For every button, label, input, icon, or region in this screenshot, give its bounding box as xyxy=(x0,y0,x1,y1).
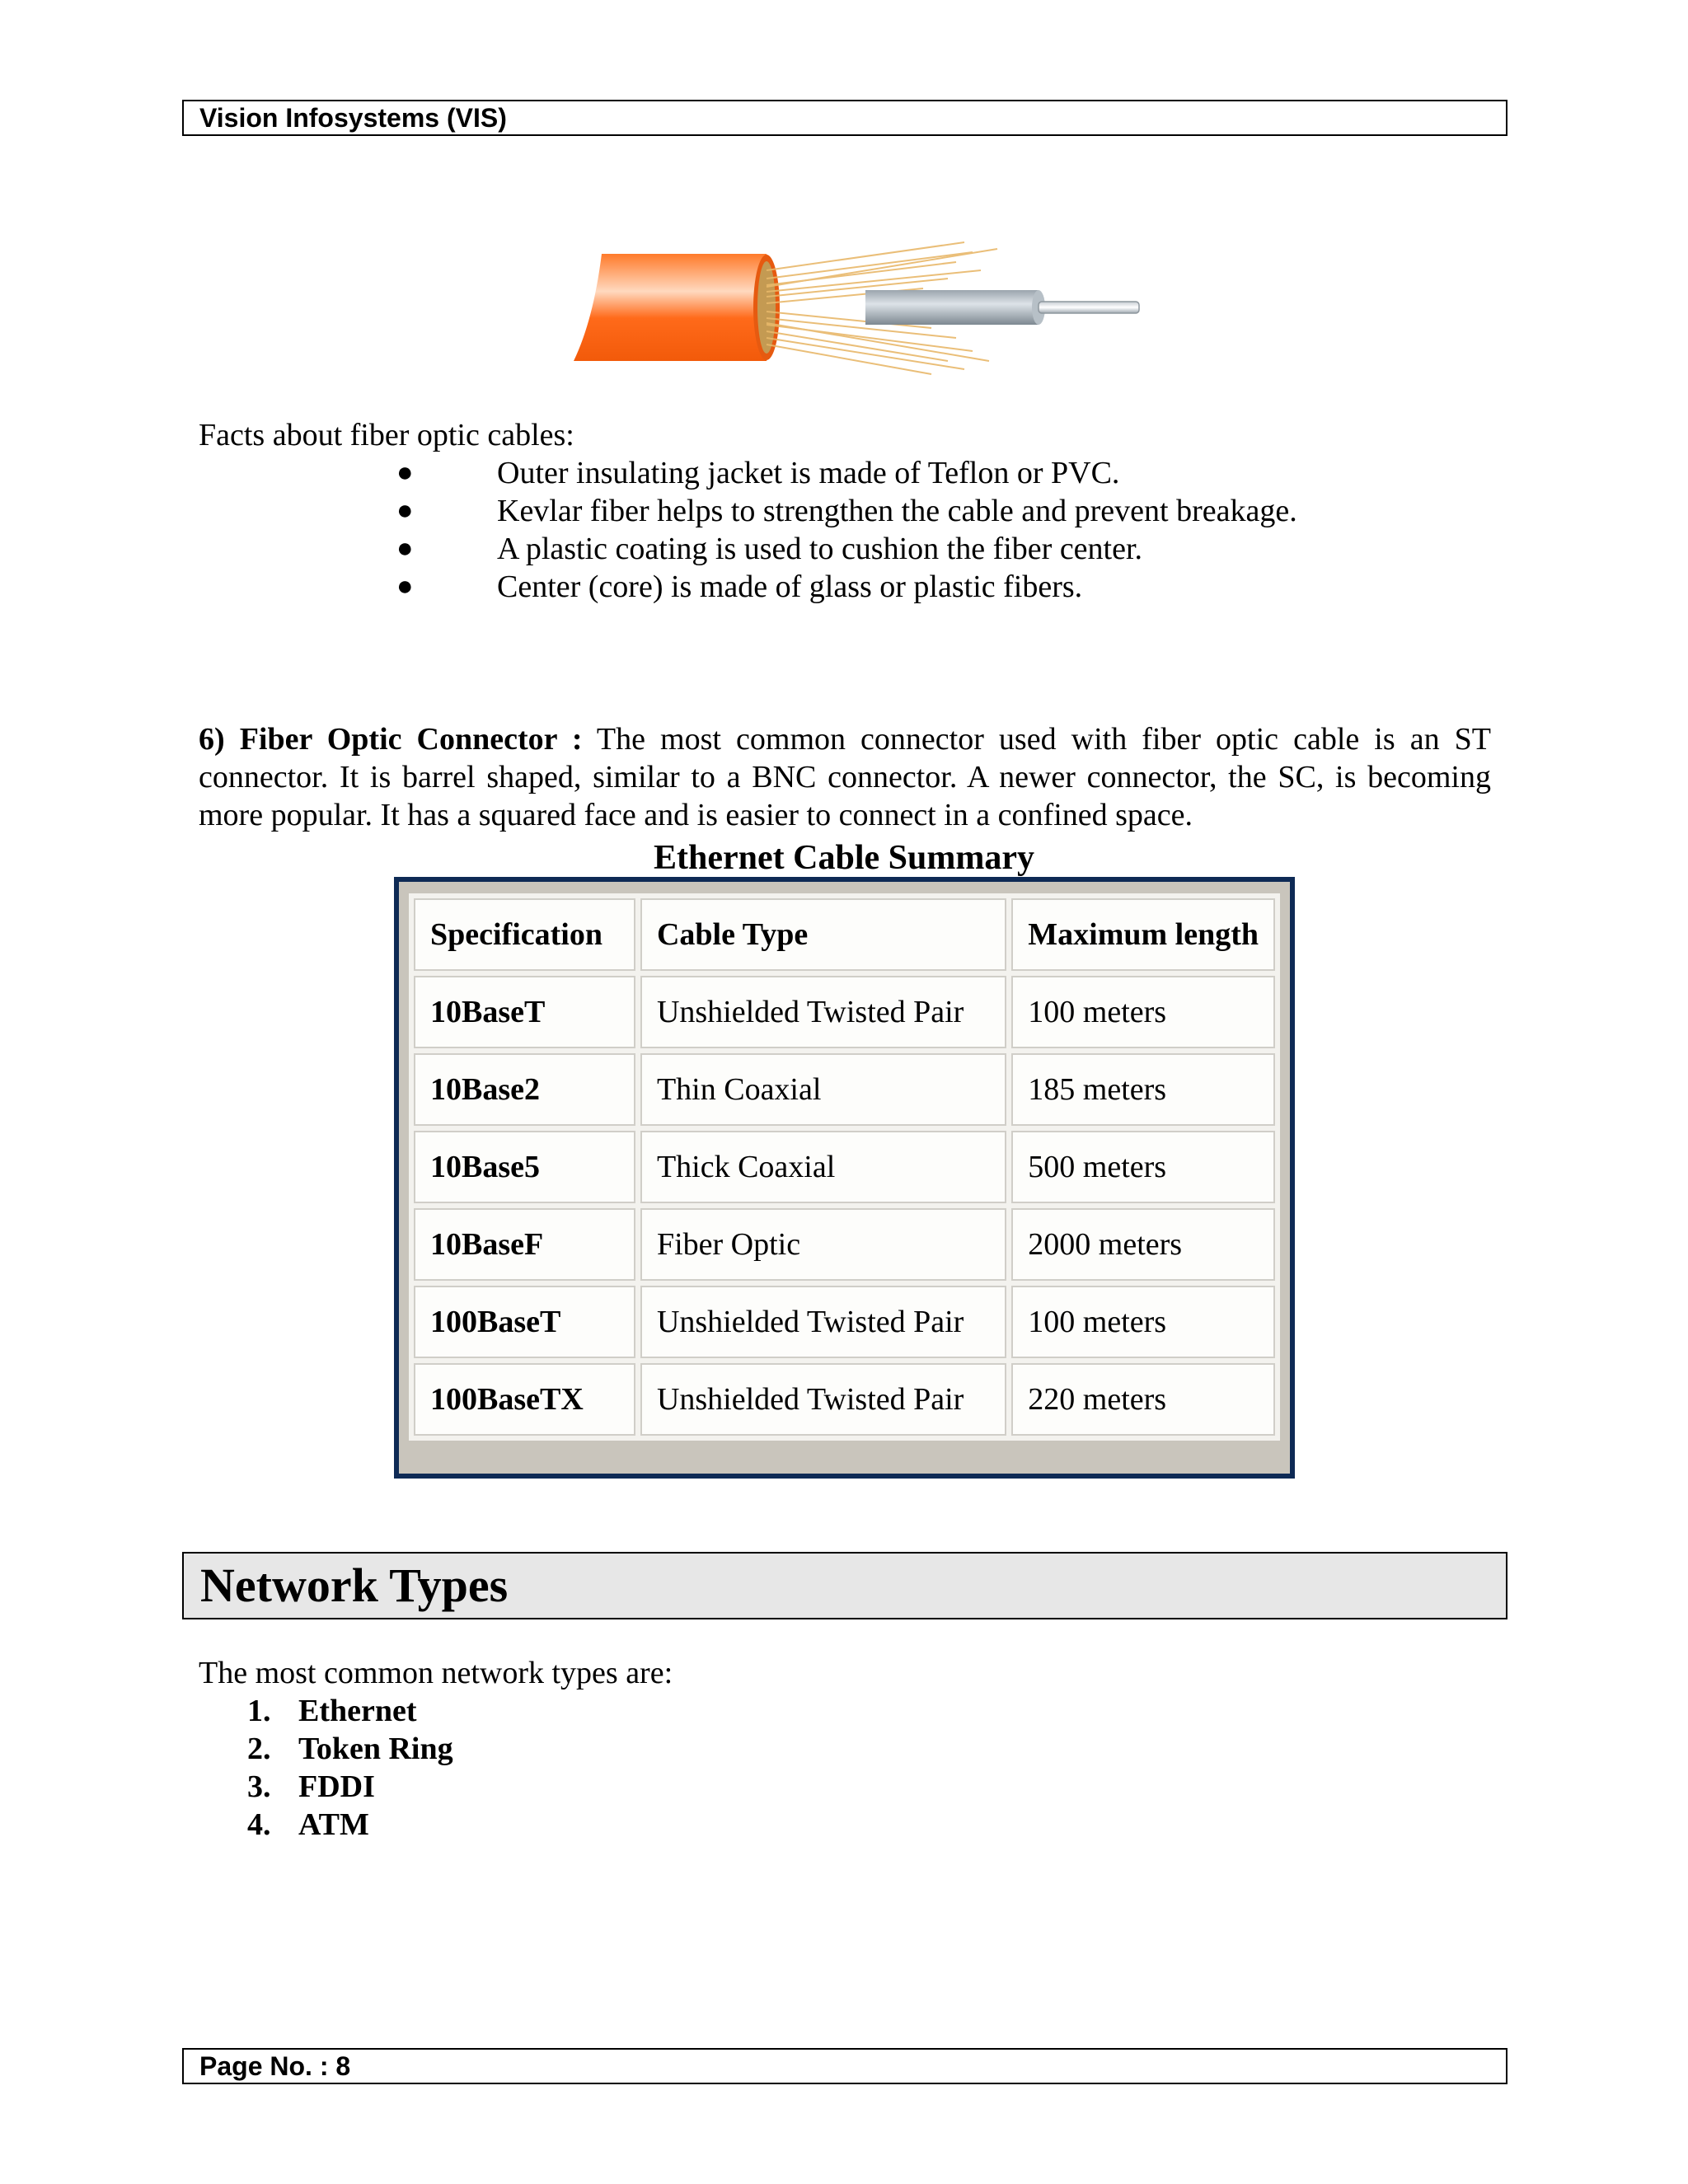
table-title: Ethernet Cable Summary xyxy=(654,839,1034,877)
cable-table-frame xyxy=(394,877,1295,1479)
list-item: 1. Ethernet xyxy=(247,1694,417,1728)
connector-text: The most common connector used with fiber optic cable is an ST connector. It is barrel shaped, similar to a BNC connector. A newer connector, the SC, is becoming more popular. It has a squared face and is easier to connect in a confined space. xyxy=(199,722,1491,832)
list-item: ● Center (core) is made of glass or plastic fibers. xyxy=(396,569,1083,604)
table-cell: 2000 meters xyxy=(1011,1208,1275,1281)
network-types-list xyxy=(247,1692,453,1844)
table-cell: Thin Coaxial xyxy=(640,1053,1006,1126)
network-types-intro: The most common network types are: xyxy=(199,1656,673,1690)
table-cell: 100 meters xyxy=(1011,976,1275,1048)
list-item: ● Outer insulating jacket is made of Teflon or PVC. xyxy=(396,456,1120,490)
outer-jacket xyxy=(574,254,776,361)
table-cell: 10BaseF xyxy=(414,1208,635,1281)
column-header: Specification xyxy=(414,898,635,971)
table-header-row xyxy=(414,898,1275,971)
page-header: Vision Infosystems (VIS) xyxy=(182,100,1507,136)
page-footer: Page No. : 8 xyxy=(182,2048,1507,2084)
column-header: Cable Type xyxy=(640,898,1006,971)
facts-list xyxy=(199,454,1297,606)
table-row xyxy=(414,976,1275,1048)
bullet-icon: ● xyxy=(396,533,414,564)
connector-paragraph xyxy=(199,720,1491,834)
table-cell: Unshielded Twisted Pair xyxy=(640,976,1006,1048)
bullet-icon: ● xyxy=(396,571,414,602)
table-cell: 10Base5 xyxy=(414,1131,635,1203)
column-header: Maximum length xyxy=(1011,898,1275,971)
bullet-icon: ● xyxy=(396,457,414,488)
table-cell: 220 meters xyxy=(1011,1363,1275,1436)
list-item: 4. ATM xyxy=(247,1807,369,1842)
list-item: ● A plastic coating is used to cushion the fiber center. xyxy=(396,532,1143,566)
table-row xyxy=(414,1363,1275,1436)
table-row xyxy=(414,1208,1275,1281)
table-cell: Unshielded Twisted Pair xyxy=(640,1363,1006,1436)
table-cell: 100BaseTX xyxy=(414,1363,635,1436)
glass-core xyxy=(1039,302,1139,313)
table-cell: 185 meters xyxy=(1011,1053,1275,1126)
plastic-coating xyxy=(865,290,1043,325)
table-cell: 10Base2 xyxy=(414,1053,635,1126)
ethernet-cable-table xyxy=(409,893,1280,1441)
table-cell: 500 meters xyxy=(1011,1131,1275,1203)
table-cell: 10BaseT xyxy=(414,976,635,1048)
table-row xyxy=(414,1053,1275,1126)
table-cell: 100BaseT xyxy=(414,1286,635,1358)
fiber-optic-cable-illustration xyxy=(569,237,1146,377)
table-row xyxy=(414,1131,1275,1203)
table-cell: Thick Coaxial xyxy=(640,1131,1006,1203)
facts-title: Facts about fiber optic cables: xyxy=(199,418,574,452)
list-item: 2. Token Ring xyxy=(247,1732,453,1766)
bullet-icon: ● xyxy=(396,495,414,526)
table-cell: Unshielded Twisted Pair xyxy=(640,1286,1006,1358)
table-cell: Fiber Optic xyxy=(640,1208,1006,1281)
table-row xyxy=(414,1286,1275,1358)
table-cell: 100 meters xyxy=(1011,1286,1275,1358)
list-item: ● Kevlar fiber helps to strengthen the cable and prevent breakage. xyxy=(396,494,1297,528)
connector-heading: 6) Fiber Optic Connector : xyxy=(199,722,583,757)
section-heading-network-types: Network Types xyxy=(182,1552,1507,1619)
list-item: 3. FDDI xyxy=(247,1769,375,1804)
